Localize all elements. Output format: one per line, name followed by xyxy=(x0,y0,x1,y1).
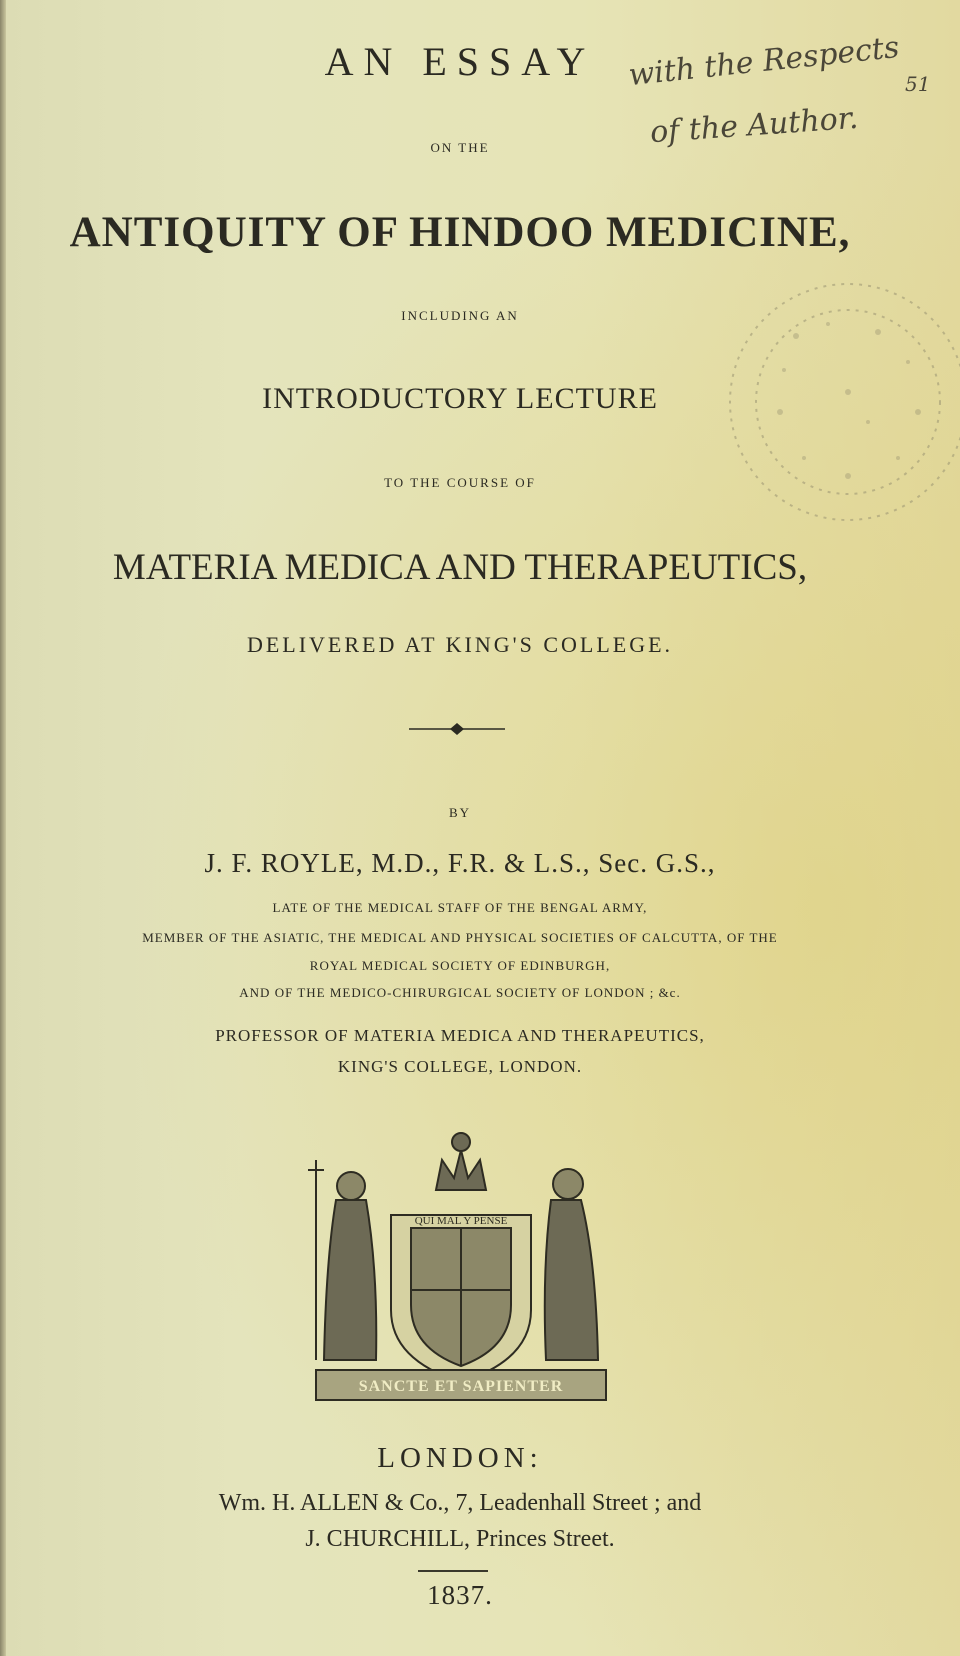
on-the-line: ON THE xyxy=(430,140,490,155)
inscription-line-1: with the Respects xyxy=(626,29,901,94)
imprint-city: LONDON: xyxy=(377,1442,543,1474)
main-title: ANTIQUITY OF HINDOO MEDICINE, xyxy=(69,209,851,256)
delivered-line: DELIVERED AT KING'S COLLEGE. xyxy=(246,632,674,657)
professor-line: PROFESSOR OF MATERIA MEDICA AND THERAPEUTICS, xyxy=(215,1026,705,1045)
inscription-mark: 51 xyxy=(905,72,931,96)
course-title: MATERIA MEDICA AND THERAPEUTICS, xyxy=(112,547,808,588)
college-line: KING'S COLLEGE, LONDON. xyxy=(337,1057,583,1076)
imprint-year: 1837. xyxy=(427,1580,493,1610)
credential-line: AND OF THE MEDICO-CHIRURGICAL SOCIETY OF LONDON ; &c. xyxy=(239,985,681,1000)
to-course-line: TO THE COURSE OF xyxy=(384,475,536,490)
lecture-title: INTRODUCTORY LECTURE xyxy=(262,382,658,415)
imprint-publisher-1: Wm. H. ALLEN & Co., 7, Leadenhall Street ; and xyxy=(218,1490,702,1516)
imprint-publisher-2: J. CHURCHILL, Princes Street. xyxy=(305,1526,615,1552)
imprint-rule xyxy=(418,1570,488,1572)
seal-motto-banner: SANCTE ET SAPIENTER xyxy=(358,1378,564,1395)
inscription-line-2: of the Author. xyxy=(649,100,860,151)
essay-heading: AN ESSAY xyxy=(324,39,596,84)
credential-line: ROYAL MEDICAL SOCIETY OF EDINBURGH, xyxy=(309,958,611,973)
by-line: BY xyxy=(448,805,472,820)
author-name: J. F. ROYLE, M.D., F.R. & L.S., Sec. G.S., xyxy=(204,848,716,878)
diamond-rule-ornament-icon xyxy=(409,722,505,736)
seal-motto-top: QUI MAL Y PENSE xyxy=(414,1215,508,1227)
including-line: INCLUDING AN xyxy=(401,308,519,323)
kings-college-seal-icon xyxy=(296,1120,626,1410)
credential-line: LATE OF THE MEDICAL STAFF OF THE BENGAL ARMY, xyxy=(272,900,648,915)
credential-line: MEMBER OF THE ASIATIC, THE MEDICAL AND PHYSICAL SOCIETIES OF CALCUTTA, OF THE xyxy=(142,930,778,945)
